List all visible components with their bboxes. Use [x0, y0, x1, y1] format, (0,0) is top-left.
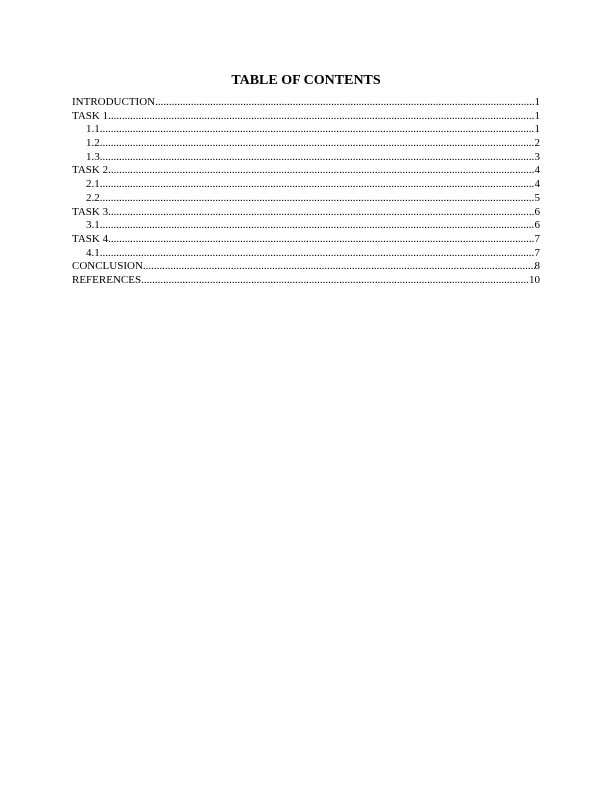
- toc-dot-leader: [100, 151, 535, 165]
- toc-entry-task-1[interactable]: [72, 110, 540, 124]
- toc-entry-4-1[interactable]: [72, 247, 540, 261]
- toc-dot-leader: [108, 206, 534, 220]
- toc-entry-label: 2.1: [86, 178, 100, 191]
- toc-entry-label: CONCLUSION: [72, 260, 143, 273]
- toc-entry-page: 4: [534, 164, 540, 177]
- toc-entry-page: 1: [534, 123, 540, 136]
- toc-entry-page: 7: [534, 232, 540, 245]
- toc-dot-leader: [141, 274, 529, 288]
- toc-entry-label: 3.1: [86, 219, 100, 232]
- toc-entry-1-1[interactable]: [72, 123, 540, 137]
- toc-dot-leader: [100, 219, 535, 233]
- toc-entry-task-4[interactable]: [72, 233, 540, 247]
- toc-dot-leader: [100, 192, 535, 206]
- toc-list: [72, 96, 540, 288]
- toc-entry-label: 1.1: [86, 123, 100, 136]
- toc-entry-page: 4: [534, 178, 540, 191]
- toc-entry-task-3[interactable]: [72, 206, 540, 220]
- toc-dot-leader: [100, 247, 535, 261]
- toc-entry-introduction[interactable]: [72, 96, 540, 110]
- toc-entry-label: TASK 3: [72, 205, 109, 218]
- toc-entry-task-2[interactable]: [72, 164, 540, 178]
- toc-dot-leader: [100, 137, 535, 151]
- toc-entry-references[interactable]: [72, 274, 540, 288]
- toc-entry-page: 10: [529, 273, 540, 286]
- toc-entry-label: 1.2: [86, 137, 100, 150]
- toc-entry-page: 1: [534, 109, 540, 122]
- toc-entry-page: 2: [534, 137, 540, 150]
- toc-dot-leader: [143, 260, 535, 274]
- toc-entry-label: 1.3: [86, 150, 100, 163]
- toc-entry-page: 5: [534, 191, 540, 204]
- toc-entry-page: 8: [534, 260, 540, 273]
- toc-entry-label: REFERENCES: [72, 273, 142, 286]
- toc-dot-leader: [108, 233, 534, 247]
- toc-entry-conclusion[interactable]: [72, 260, 540, 274]
- toc-entry-label: TASK 4: [72, 232, 109, 245]
- toc-entry-1-3[interactable]: [72, 151, 540, 165]
- toc-entry-page: 7: [534, 246, 540, 259]
- toc-entry-page: 6: [534, 219, 540, 232]
- toc-dot-leader: [108, 110, 534, 124]
- toc-dot-leader: [100, 123, 535, 137]
- toc-entry-label: 4.1: [86, 246, 100, 259]
- toc-entry-page: 6: [534, 205, 540, 218]
- toc-dot-leader: [155, 96, 534, 110]
- toc-title: TABLE OF CONTENTS: [231, 73, 381, 88]
- toc-entry-label: 2.2: [86, 191, 100, 204]
- toc-entry-1-2[interactable]: [72, 137, 540, 151]
- toc-entry-page: 3: [534, 150, 540, 163]
- toc-dot-leader: [100, 178, 535, 192]
- toc-entry-page: 1: [534, 96, 540, 108]
- toc-entry-2-1[interactable]: [72, 178, 540, 192]
- toc-entry-label: TASK 2: [72, 164, 109, 177]
- toc-entry-3-1[interactable]: [72, 219, 540, 233]
- toc-entry-label: INTRODUCTION: [72, 96, 156, 108]
- toc-entry-2-2[interactable]: [72, 192, 540, 206]
- toc-entry-label: TASK 1: [72, 109, 109, 122]
- toc-dot-leader: [108, 164, 534, 178]
